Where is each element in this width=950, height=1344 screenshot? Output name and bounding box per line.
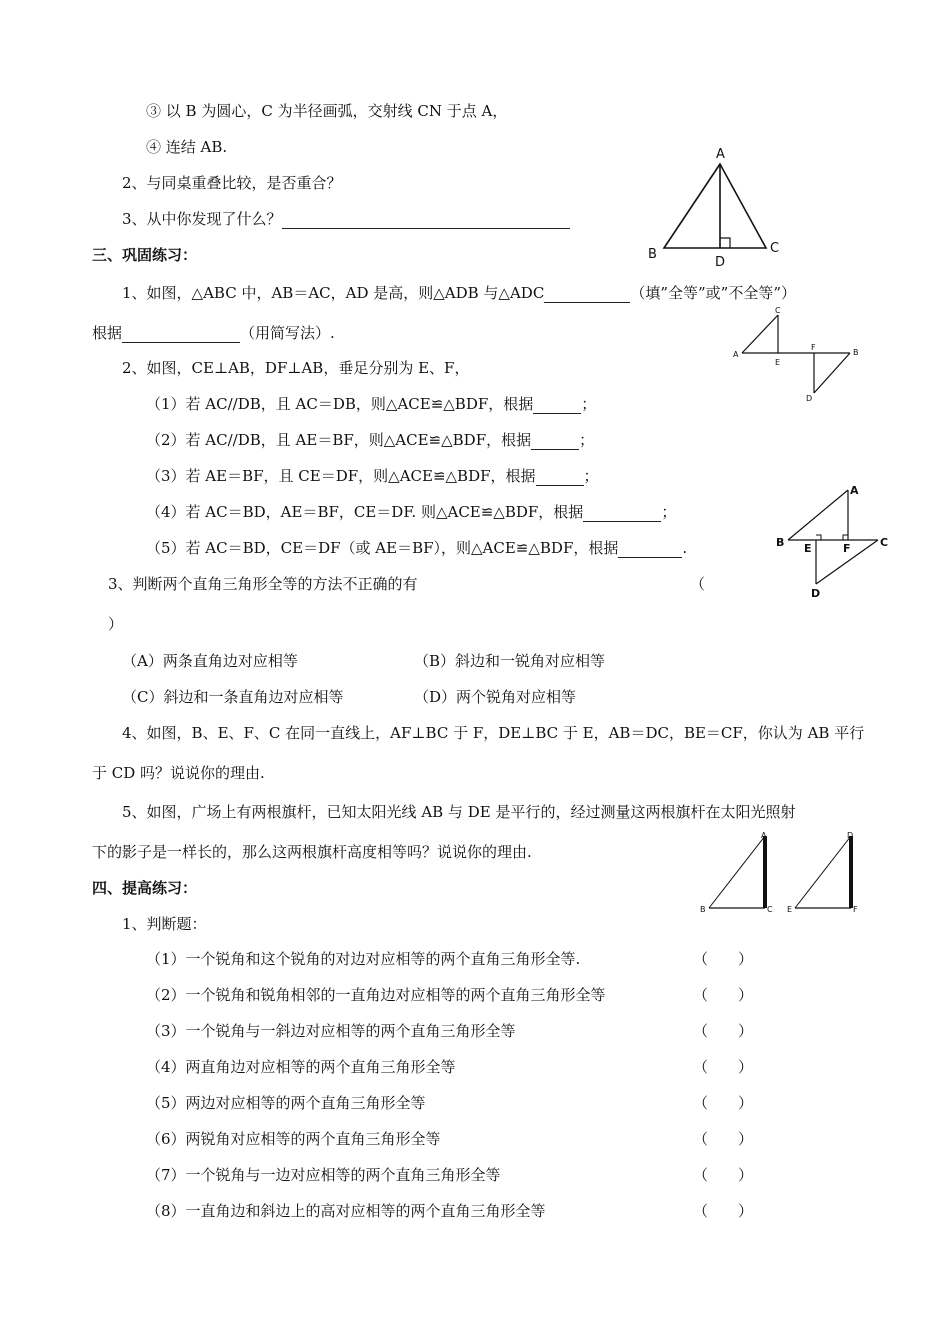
triangle-abc bbox=[664, 164, 766, 248]
answer-blank[interactable] bbox=[122, 326, 240, 343]
section-3-q1-line2 bbox=[92, 323, 335, 343]
fig3-label-c: C bbox=[880, 536, 889, 549]
fig3-label-e: E bbox=[804, 542, 812, 555]
judge-item-2: （2）一个锐角和锐角相邻的一直角边对应相等的两个直角三角形全等 bbox=[146, 986, 606, 1004]
q3-option-c[interactable]: （C）斜边和一条直角边对应相等 bbox=[122, 688, 344, 706]
fig4-label-b: B bbox=[700, 905, 706, 914]
fig1-label-a: A bbox=[716, 147, 725, 162]
answer-blank[interactable] bbox=[618, 541, 682, 558]
answer-blank[interactable] bbox=[533, 397, 581, 414]
q2-item-end: ； bbox=[579, 431, 595, 449]
fig2-label-f: F bbox=[811, 343, 816, 352]
q3-open-paren: （ bbox=[690, 575, 706, 593]
right-angle-mark bbox=[720, 238, 730, 248]
segment-ac bbox=[742, 315, 778, 353]
q1-hint: （填”全等”或”不全等”） bbox=[630, 284, 796, 302]
fig2-label-a: A bbox=[733, 350, 739, 359]
judge-answer-paren[interactable]: （ ） bbox=[693, 1094, 754, 1112]
explore-question-2: 2、与同桌重叠比较，是否重合？ bbox=[122, 174, 342, 192]
judge-answer-paren[interactable]: （ ） bbox=[693, 1202, 754, 1220]
q2-item-end: ； bbox=[661, 503, 677, 521]
q2-item-end: ； bbox=[581, 395, 597, 413]
section-4-heading: 四、提高练习： bbox=[92, 879, 198, 897]
q2-item-2 bbox=[146, 430, 594, 450]
judge-item-7: （7）一个锐角与一边对应相等的两个直角三角形全等 bbox=[146, 1166, 501, 1184]
answer-blank[interactable] bbox=[536, 469, 584, 486]
section-4-q1: 1、判断题： bbox=[122, 915, 207, 933]
explore-question-3-text: 3、从中你发现了什么？ bbox=[122, 210, 282, 228]
section-3-q4-line1: 4、如图，B、E、F、C 在同一直线上，AF⊥BC 于 F，DE⊥BC 于 E，AB＝DC，BE＝CF，你认为 AB 平行 bbox=[122, 724, 865, 742]
perpendicular-figure-2 bbox=[770, 480, 900, 605]
judge-answer-paren[interactable]: （ ） bbox=[693, 1130, 754, 1148]
sunray-de bbox=[795, 836, 851, 908]
section-3-q2-intro: 2、如图，CE⊥AB，DF⊥AB，垂足分别为 E、F， bbox=[122, 359, 470, 377]
fig4-label-a: A bbox=[761, 831, 767, 840]
fig3-label-b: B bbox=[776, 536, 785, 549]
q2-item-text: （3）若 AE＝BF，且 CE＝DF，则△ACE≌△BDF，根据 bbox=[146, 467, 536, 485]
section-3-heading: 三、巩固练习： bbox=[92, 246, 198, 264]
fig3-label-f: F bbox=[843, 542, 851, 555]
q2-item-end: ； bbox=[583, 467, 599, 485]
fig1-label-c: C bbox=[770, 241, 780, 256]
section-3-q4-line2: 于 CD 吗？说说你的理由. bbox=[92, 764, 265, 782]
q2-item-1 bbox=[146, 394, 596, 414]
section-3-q3: 3、判断两个直角三角形全等的方法不正确的有 bbox=[108, 575, 418, 593]
construction-step-4: ④ 连结 AB. bbox=[146, 138, 228, 156]
q1-text: 1、如图，△ABC 中，AB＝AC，AD 是高，则△ADB 与△ADC bbox=[122, 284, 545, 302]
flagpole-figure bbox=[695, 828, 875, 923]
fig2-label-d: D bbox=[806, 394, 813, 403]
fig4-label-e: E bbox=[787, 905, 793, 914]
judge-answer-paren[interactable]: （ ） bbox=[693, 1022, 754, 1040]
answer-blank[interactable] bbox=[544, 286, 630, 303]
fig1-label-b: B bbox=[648, 247, 657, 262]
judge-item-8: （8）一直角边和斜边上的高对应相等的两个直角三角形全等 bbox=[146, 1202, 546, 1220]
fig1-label-d: D bbox=[715, 255, 726, 270]
judge-item-5: （5）两边对应相等的两个直角三角形全等 bbox=[146, 1094, 426, 1112]
section-3-q5-line1: 5、如图，广场上有两根旗杆，已知太阳光线 AB 与 DE 是平行的，经过测量这两根旗杆在太阳光照射 bbox=[122, 803, 796, 821]
perpendicular-figure-1 bbox=[730, 305, 870, 405]
judge-answer-paren[interactable]: （ ） bbox=[693, 1166, 754, 1184]
q3-option-b[interactable]: （B）斜边和一锐角对应相等 bbox=[414, 652, 606, 670]
fig2-label-b: B bbox=[853, 348, 859, 357]
q2-item-text: （4）若 AC＝BD，AE＝BF，CE＝DF. 则△ACE≌△BDF，根据 bbox=[146, 503, 584, 521]
isosceles-triangle-figure bbox=[640, 140, 790, 270]
right-angle-mark-f bbox=[843, 535, 848, 540]
segment-ba bbox=[788, 490, 848, 540]
answer-blank[interactable] bbox=[583, 505, 661, 522]
section-3-q1-line1 bbox=[122, 283, 796, 303]
answer-blank[interactable] bbox=[531, 433, 579, 450]
q3-option-a[interactable]: （A）两条直角边对应相等 bbox=[122, 652, 298, 670]
q3-close-paren: ） bbox=[108, 615, 124, 633]
fig4-label-d: D bbox=[847, 831, 854, 840]
segment-db bbox=[814, 353, 850, 393]
judge-answer-paren[interactable]: （ ） bbox=[693, 950, 754, 968]
judge-answer-paren[interactable]: （ ） bbox=[693, 986, 754, 1004]
q2-item-4 bbox=[146, 502, 676, 522]
section-3-q5-line2: 下的影子是一样长的，那么这两根旗杆高度相等吗？说说你的理由. bbox=[92, 843, 532, 861]
sunray-ab bbox=[709, 836, 765, 908]
fig2-label-e: E bbox=[775, 358, 781, 367]
judge-item-6: （6）两锐角对应相等的两个直角三角形全等 bbox=[146, 1130, 441, 1148]
fig3-label-a: A bbox=[850, 484, 859, 497]
q2-item-5 bbox=[146, 538, 687, 558]
answer-blank[interactable] bbox=[282, 212, 570, 229]
fig3-label-d: D bbox=[811, 587, 821, 600]
right-angle-mark-e bbox=[816, 535, 821, 540]
q2-item-text: （1）若 AC//DB，且 AC＝DB，则△ACE≌△BDF，根据 bbox=[146, 395, 534, 413]
fig2-label-c: C bbox=[775, 306, 781, 315]
q3-option-d[interactable]: （D）两个锐角对应相等 bbox=[414, 688, 577, 706]
judge-item-4: （4）两直角边对应相等的两个直角三角形全等 bbox=[146, 1058, 456, 1076]
construction-step-3: ③ 以 B 为圆心，C 为半径画弧，交射线 CN 于点 A， bbox=[146, 102, 508, 120]
explore-question-3 bbox=[122, 209, 570, 229]
judge-item-1: （1）一个锐角和这个锐角的对边对应相等的两个直角三角形全等. bbox=[146, 950, 581, 968]
q1-basis-label: 根据 bbox=[92, 324, 123, 342]
q1-basis-hint: （用简写法）. bbox=[240, 324, 335, 342]
fig4-label-c: C bbox=[767, 905, 773, 914]
judge-item-3: （3）一个锐角与一斜边对应相等的两个直角三角形全等 bbox=[146, 1022, 516, 1040]
fig4-label-f: F bbox=[853, 905, 858, 914]
q2-item-3 bbox=[146, 466, 599, 486]
q2-item-end: . bbox=[682, 539, 688, 557]
q2-item-text: （5）若 AC＝BD，CE＝DF（或 AE＝BF），则△ACE≌△BDF，根据 bbox=[146, 539, 619, 557]
judge-answer-paren[interactable]: （ ） bbox=[693, 1058, 754, 1076]
q2-item-text: （2）若 AC//DB，且 AE＝BF，则△ACE≌△BDF，根据 bbox=[146, 431, 532, 449]
